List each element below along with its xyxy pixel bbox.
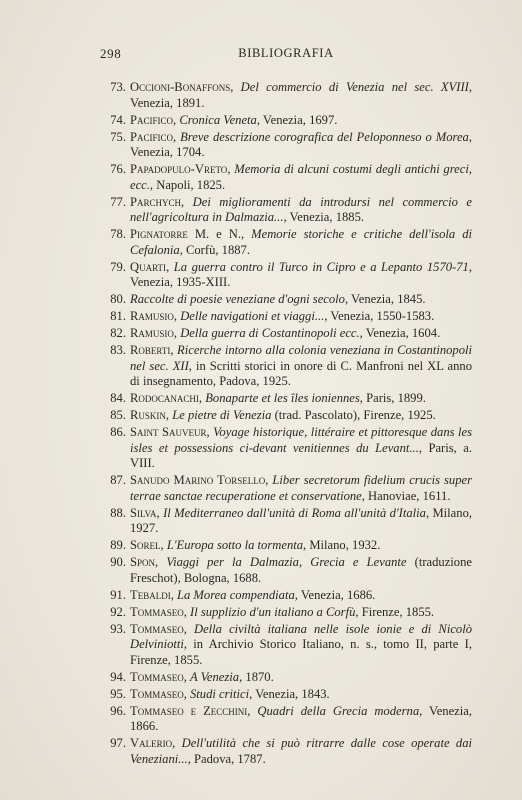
entry-text <box>130 622 472 669</box>
bibliography-entry <box>100 130 472 161</box>
entry-title: Breve descrizione corografica del Peloponneso o Morea <box>180 129 469 144</box>
entry-text <box>130 343 472 390</box>
entry-publication: , Venezia, 1935-XIII. <box>130 259 472 289</box>
entry-publication: , Milano, 1927. <box>130 505 473 535</box>
bibliography-entry <box>100 506 472 537</box>
entry-number: 79. <box>110 259 126 274</box>
entry-publication: , Venezia, 1891. <box>130 80 473 110</box>
entry-title: Le pietre di Venezia <box>172 408 272 422</box>
entry-separator: , <box>172 736 182 750</box>
entry-author: Sanudo Marino Torsello <box>130 473 266 487</box>
bibliography-entry <box>100 326 472 342</box>
entry-separator: , <box>173 112 180 127</box>
entry-number: 87. <box>110 473 126 487</box>
entry-author: Parchych <box>130 194 182 209</box>
entry-author: Tommaseo <box>130 604 184 619</box>
entry-separator: , <box>206 425 214 439</box>
entry-number: 74. <box>110 112 126 127</box>
entry-author: Quarti <box>130 259 167 274</box>
entry-title: Viaggi per la Dalmazia, Grecia e Levante <box>166 555 407 569</box>
entry-author: Tommaseo <box>130 669 184 684</box>
entry-separator: , <box>198 391 206 405</box>
entry-separator: , <box>170 343 178 357</box>
page-number: 298 <box>100 46 122 61</box>
entry-number: 83. <box>110 343 126 357</box>
bibliography-entry <box>100 195 472 226</box>
entry-title: Voyage historique, littéraire et pittoresque dans les isles et possessions ci-devant venitiennes du Levant... <box>130 425 473 455</box>
entry-text <box>130 309 472 325</box>
entry-author: Saint Sauveur <box>130 425 207 439</box>
entry-number: 92. <box>110 604 126 619</box>
entry-publication: , Venezia, 1550-1583. <box>324 309 435 323</box>
entry-author: Pacifico <box>130 129 174 144</box>
entry-author: Silva <box>130 505 157 520</box>
entry-publication: , Venezia, 1604. <box>359 326 441 340</box>
entry-text <box>130 687 472 703</box>
entry-author: Ramusio <box>130 326 174 340</box>
entry-number: 82. <box>110 326 126 340</box>
bibliography-entry <box>100 80 472 111</box>
entry-title: Memoria di alcuni costumi degli antichi greci, ecc. <box>130 162 472 192</box>
entry-publication: , Venezia, 1697. <box>256 112 338 127</box>
entry-author: Sorel <box>130 538 161 552</box>
entry-publication: , Milano, 1932. <box>303 538 381 552</box>
entry-text <box>130 506 472 537</box>
entry-title: Delle navigationi et viaggi... <box>180 309 325 323</box>
bibliography-list <box>100 80 472 769</box>
entry-title: La guerra contro il Turco in Cipro e a Lepanto 1570-71 <box>173 259 469 274</box>
entry-text <box>130 538 472 554</box>
entry-number: 91. <box>110 587 126 602</box>
entry-number: 93. <box>110 621 126 636</box>
entry-separator: , <box>165 408 173 422</box>
entry-title: Memorie storiche e critiche dell'isola di Cefalonia <box>130 227 473 257</box>
bibliography-entry <box>100 162 472 193</box>
entry-publication: , Corfù, 1887. <box>179 242 250 257</box>
entry-title: Della civiltà italiana nelle isole ionie e di Nicolò Delviniotti <box>130 621 473 651</box>
entry-author: Ramusio <box>130 309 174 323</box>
entry-publication: , Venezia, 1845. <box>344 292 426 306</box>
entry-title: A Venezia <box>190 669 240 684</box>
entry-separator: , <box>173 326 181 340</box>
entry-separator: , <box>173 309 181 323</box>
bibliography-entry <box>100 555 472 586</box>
bibliography-entry <box>100 736 472 767</box>
entry-publication: (trad. Pascolato), Firenze, 1925. <box>271 408 436 422</box>
entry-author: Papadopulo-Vreto <box>130 162 228 176</box>
entry-separator: , <box>173 129 181 144</box>
entry-text <box>130 425 472 472</box>
bibliography-entry <box>100 260 472 291</box>
entry-separator: , <box>183 686 190 701</box>
bibliography-entry <box>100 113 472 129</box>
entry-publication: , Paris, 1899. <box>359 391 426 405</box>
entry-title: Dell'utilità che si può ritrarre dalle cose operate dai Veneziani... <box>130 736 473 766</box>
entry-separator: , <box>170 587 177 602</box>
entry-title: Dei miglioramenti da introdursi nel commercio e nell'agricoltura in Dalmazia... <box>130 194 472 224</box>
bibliography-entry <box>100 704 472 735</box>
entry-number: 97. <box>110 736 126 750</box>
entry-text <box>130 113 472 129</box>
entry-text <box>130 195 472 226</box>
entry-text <box>130 588 472 604</box>
entry-number: 85. <box>110 408 126 422</box>
entry-author: Tommaseo <box>130 686 184 701</box>
bibliography-entry <box>100 473 472 504</box>
entry-title: Quadri della Grecia moderna <box>257 703 420 718</box>
entry-number: 78. <box>110 227 126 241</box>
entry-title: Bonaparte et les îles ioniennes <box>205 391 360 405</box>
entry-separator: , <box>181 194 193 209</box>
entry-title: Studi critici <box>190 686 250 701</box>
entry-number: 90. <box>110 555 126 569</box>
entry-number: 95. <box>110 686 126 701</box>
entry-publication: , Venezia, 1866. <box>130 703 473 733</box>
bibliography-entry <box>100 309 472 325</box>
entry-publication: , Venezia, 1686. <box>294 587 376 602</box>
entry-author: Pignatorre <box>130 227 188 241</box>
entry-text <box>130 605 472 621</box>
entry-title: Liber secretorum fidelium crucis super terrae sanctae recuperatione et conservatione <box>130 473 472 503</box>
entry-text <box>130 555 472 586</box>
entry-number: 76. <box>110 162 126 176</box>
entry-title: La Morea compendiata <box>176 587 295 602</box>
entry-text <box>130 326 472 342</box>
entry-publication: , 1870. <box>239 669 274 684</box>
entry-text <box>130 408 472 424</box>
bibliography-entry <box>100 687 472 703</box>
entry-title: Il Mediterraneo dall'unità di Roma all'unità d'Italia <box>163 505 426 520</box>
entry-title: Ricerche intorno alla colonia veneziana in Costantinopoli nel sec. XII <box>130 343 473 373</box>
bibliography-entry <box>100 670 472 686</box>
entry-text <box>130 80 472 111</box>
entry-text <box>130 162 472 193</box>
entry-title: Raccolte di poesie veneziane d'ogni secolo <box>130 292 345 306</box>
entry-number: 73. <box>110 80 126 94</box>
entry-publication: , Venezia, 1885. <box>283 210 365 224</box>
entry-title: Cronica Veneta <box>179 112 257 127</box>
bibliography-entry <box>100 538 472 554</box>
entry-publication: , Padova, 1787. <box>187 751 266 766</box>
entry-author: Roberti <box>130 343 171 357</box>
entry-title: Il supplizio d'un italiano a Corfù <box>190 604 356 619</box>
entry-text <box>130 736 472 767</box>
bibliography-entry <box>100 227 472 258</box>
entry-text <box>130 473 472 504</box>
entry-number: 75. <box>110 129 126 144</box>
entry-separator: , <box>227 162 235 176</box>
bibliography-entry <box>100 588 472 604</box>
entry-separator: , <box>166 259 174 274</box>
entry-number: 77. <box>110 194 126 209</box>
entry-publication: , Hanoviae, 1611. <box>361 488 451 503</box>
entry-separator: , <box>156 505 164 520</box>
bibliography-entry <box>100 605 472 621</box>
entry-text <box>130 391 472 407</box>
entry-separator: , <box>183 621 194 636</box>
entry-number: 94. <box>110 669 126 684</box>
entry-publication: , Venezia, 1704. <box>130 129 472 159</box>
bibliography-entry <box>100 292 472 308</box>
entry-separator: , <box>230 80 241 94</box>
entry-number: 86. <box>110 425 126 439</box>
entry-author: Spon <box>130 555 156 569</box>
entry-text <box>130 292 472 308</box>
entry-number: 84. <box>110 391 126 405</box>
entry-separator: , <box>247 703 258 718</box>
bibliography-entry <box>100 622 472 669</box>
entry-author: Valerio <box>130 736 173 750</box>
entry-text <box>130 227 472 258</box>
entry-text <box>130 670 472 686</box>
entry-publication: , in Scritti storici in onore di C. Manfroni nel XL anno di insegnamento, Padova, 1925. <box>130 358 472 388</box>
entry-separator: M. e N., <box>187 227 252 241</box>
entry-publication: , Venezia, 1843. <box>249 686 330 701</box>
entry-number: 80. <box>110 292 126 306</box>
entry-title: Della guerra di Costantinopoli ecc. <box>180 326 360 340</box>
entry-separator: , <box>160 538 167 552</box>
entry-author: Tommaseo <box>130 621 184 636</box>
entry-author: Ruskin <box>130 408 166 422</box>
entry-author: Occioni-Bonaffons <box>130 80 231 94</box>
entry-separator: , <box>265 473 273 487</box>
entry-author: Pacifico <box>130 112 174 127</box>
entry-separator: , <box>155 555 167 569</box>
entry-text <box>130 260 472 291</box>
entry-publication: , in Archivio Storico Italiano, n. s., tomo II, parte I, Firenze, 1855. <box>130 637 472 667</box>
entry-number: 81. <box>110 309 126 323</box>
entry-title: Del commercio di Venezia nel sec. XVIII <box>240 80 469 94</box>
entry-author: Rodocanachi <box>130 391 199 405</box>
bibliography-entry <box>100 425 472 472</box>
entry-publication: , Paris, a. VIII. <box>130 440 472 470</box>
entry-author: Tebaldi <box>130 587 171 602</box>
bibliography-entry <box>100 343 472 390</box>
entry-text <box>130 130 472 161</box>
entry-author: Tommaseo e Zecchini <box>130 703 248 718</box>
bibliography-entry <box>100 408 472 424</box>
entry-separator: , <box>183 669 190 684</box>
entry-separator: , <box>183 604 190 619</box>
entry-number: 88. <box>110 505 126 520</box>
entry-number: 89. <box>110 538 126 552</box>
entry-text <box>130 704 472 735</box>
entry-publication: , Firenze, 1855. <box>355 604 435 619</box>
entry-publication: , Napoli, 1825. <box>149 177 226 192</box>
page-header <box>100 46 472 66</box>
bibliography-entry <box>100 391 472 407</box>
entry-number: 96. <box>110 703 126 718</box>
entry-title: L'Europa sotto la tormenta <box>166 538 304 552</box>
running-head: BIBLIOGRAFIA <box>238 46 334 60</box>
entry-publication: (traduzione Freschot), Bologna, 1688. <box>130 555 472 585</box>
